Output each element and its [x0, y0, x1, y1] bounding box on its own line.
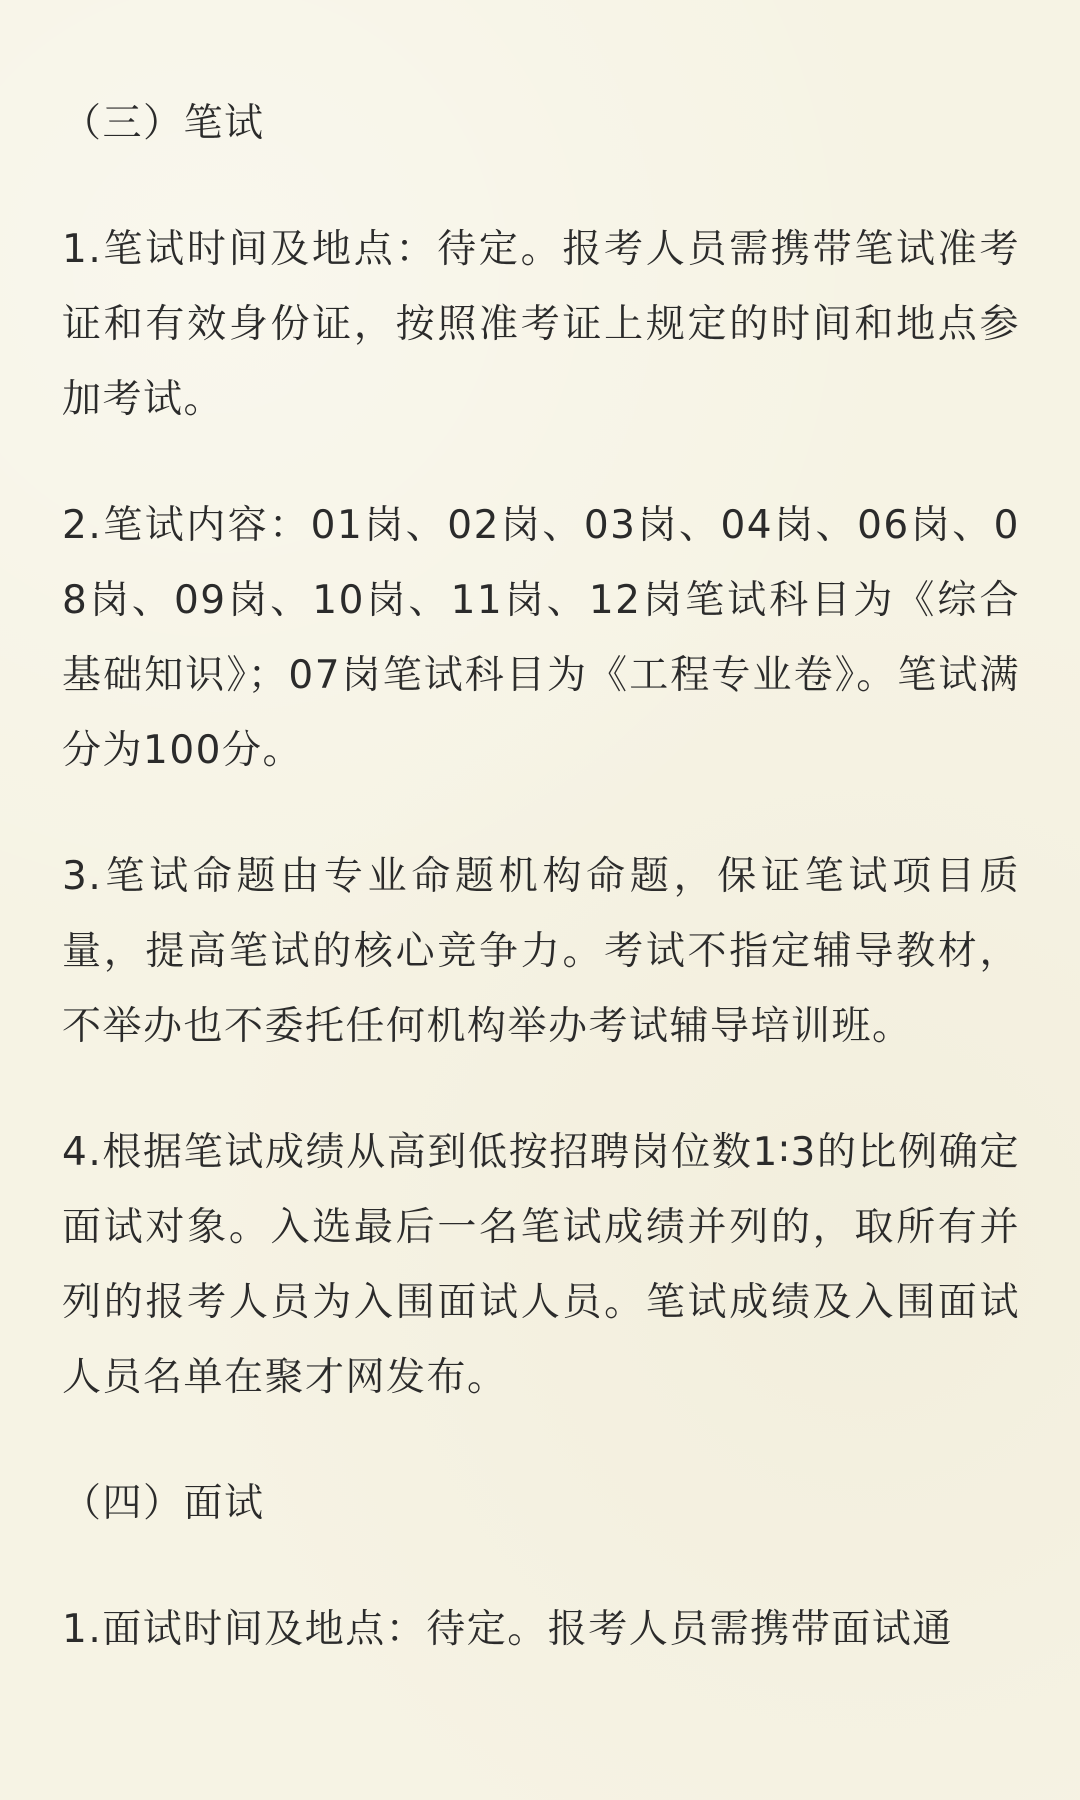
section-heading-written-exam: （三）笔试 [62, 101, 265, 146]
spacer [62, 1541, 1020, 1592]
spacer [62, 437, 1020, 488]
section-heading-interview: （四）面试 [62, 1481, 265, 1526]
spacer [62, 1415, 1020, 1466]
paragraph-exam-proposition: 3.笔试命题由专业命题机构命题，保证笔试项目质量，提高笔试的核心竞争力。考试不指定辅导教材，不举办也不委托任何机构举办考试辅导培训班。 [62, 854, 1020, 1049]
spacer [62, 788, 1020, 839]
paragraph-exam-content: 2.笔试内容：01岗、02岗、03岗、04岗、06岗、08岗、09岗、10岗、11岗、12岗笔试科目为《综合基础知识》；07岗笔试科目为《工程专业卷》。笔试满分为100分。 [62, 503, 1020, 773]
paragraph-interview-time-location: 1.面试时间及地点：待定。报考人员需携带面试通 [62, 1607, 953, 1652]
paragraph-exam-time-location: 1.笔试时间及地点：待定。报考人员需携带笔试准考证和有效身份证，按照准考证上规定的时间和地点参加考试。 [62, 227, 1020, 422]
spacer [62, 1064, 1020, 1115]
spacer [62, 161, 1020, 212]
paragraph-interview-selection: 4.根据笔试成绩从高到低按招聘岗位数1∶3的比例确定面试对象。入选最后一名笔试成绩并列的，取所有并列的报考人员为入围面试人员。笔试成绩及入围面试人员名单在聚才网发布。 [62, 1130, 1020, 1400]
